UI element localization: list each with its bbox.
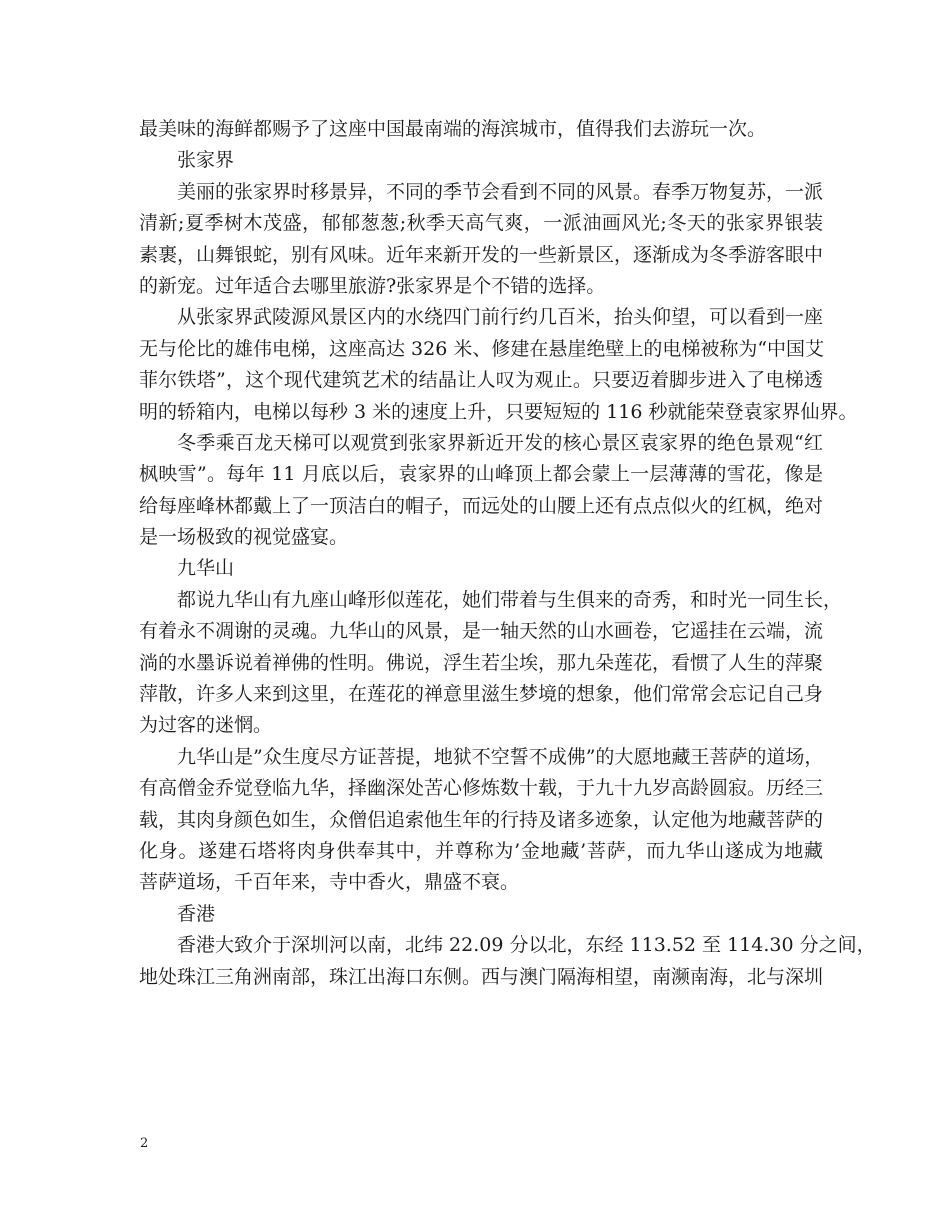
text-line: 有着永不凋谢的灵魂。九华山的风景，是一轴天然的山水画卷，它遥挂在云端，流 (139, 620, 824, 643)
document-page (139, 114, 876, 993)
text-line: 淌的水墨诉说着禅佛的性明。佛说，浮生若尘埃，那九朵莲花，看惯了人生的萍聚 (139, 651, 824, 674)
paragraph-hongkong-geography (139, 930, 876, 993)
paragraph-jiuhuashan-lotus (139, 585, 843, 742)
page-number: 2 (140, 1136, 149, 1151)
text-line: 明的轿箱内，电梯以每秒 3 米的速度上升，只要短短的 116 秒就能荣登袁家界仙界。 (139, 400, 858, 423)
text-line: 有高僧金乔觉登临九华，择幽深处苦心修炼数十载，于九十九岁高龄圆寂。历经三 (139, 777, 824, 800)
section-heading-hongkong: 香港 (177, 902, 216, 925)
text-line: 的新宠。过年适合去哪里旅游?张家界是个不错的选择。 (139, 274, 606, 297)
text-line: 菲尔铁塔”，这个现代建筑艺术的结晶让人叹为观止。只要迈着脚步进入了电梯透 (139, 369, 823, 392)
text-line: 最美味的海鲜都赐予了这座中国最南端的海滨城市，值得我们去游玩一次。 (139, 118, 767, 140)
text-line: 枫映雪”。每年 11 月底以后，袁家界的山峰顶上都会蒙上一层薄薄的雪花，像是 (139, 463, 823, 486)
paragraph-jiuhuashan-ksitigarbha (139, 742, 823, 899)
text-line: 载，其肉身颜色如生，众僧侣追索他生年的行持及诸多迹象，认定他为地藏菩萨的 (139, 808, 824, 831)
text-line: 无与伦比的雄伟电梯，这座高达 326 米、修建在悬崖绝壁上的电梯被称为“中国艾 (139, 337, 825, 360)
text-line: 九华山是”众生度尽方证菩提，地狱不空誓不成佛”的大愿地藏王菩萨的道场， (177, 745, 824, 768)
paragraph-zhangjiajie-elevator (139, 302, 858, 428)
text-line: 素裹，山舞银蛇，别有风味。近年来新开发的一些新景区，逐渐成为冬季游客眼中 (139, 243, 824, 266)
text-line: 是一场极致的视觉盛宴。 (139, 526, 349, 549)
section-heading-zhangjiajie: 张家界 (177, 149, 235, 172)
text-line: 菩萨道场，千百年来，寺中香火，鼎盛不衰。 (139, 871, 520, 894)
paragraph-zhangjiajie-winter (139, 428, 823, 554)
text-line: 为过客的迷惘。 (139, 714, 273, 737)
text-line: 给每座峰林都戴上了一顶洁白的帽子，而远处的山腰上还有点点似火的红枫，绝对 (139, 494, 824, 517)
text-line: 清新;夏季树木茂盛，郁郁葱葱;秋季天高气爽，一派油画风光;冬天的张家界银装 (139, 212, 823, 235)
text-line: 香港大致介于深圳河以南，北纬 22.09 分以北，东经 113.52 至 114.30 分之间， (177, 934, 876, 957)
text-line: 都说九华山有九座山峰形似莲花，她们带着与生俱来的奇秀，和时光一同生长， (177, 588, 843, 611)
section-heading-jiuhuashan: 九华山 (177, 557, 235, 580)
text-line: 冬季乘百龙天梯可以观赏到张家界新近开发的核心景区袁家界的绝色景观“红 (177, 431, 823, 454)
text-line: 从张家界武陵源风景区内的水绕四门前行约几百米，抬头仰望，可以看到一座 (177, 306, 824, 329)
text-line: 萍散，许多人来到这里，在莲花的禅意里滋生梦境的想象，他们常常会忘记自己身 (139, 683, 824, 706)
text-line: 美丽的张家界时移景异，不同的季节会看到不同的风景。春季万物复苏，一派 (177, 180, 824, 203)
text-line: 化身。遂建石塔将肉身供奉其中，并尊称为’金地藏’菩萨，而九华山遂成为地藏 (139, 839, 823, 862)
text-line: 地处珠江三角洲南部，珠江出海口东侧。西与澳门隔海相望，南濒南海，北与深圳 (139, 965, 824, 988)
paragraph-zhangjiajie-intro (139, 177, 823, 303)
paragraph-sanya-end (139, 114, 823, 145)
